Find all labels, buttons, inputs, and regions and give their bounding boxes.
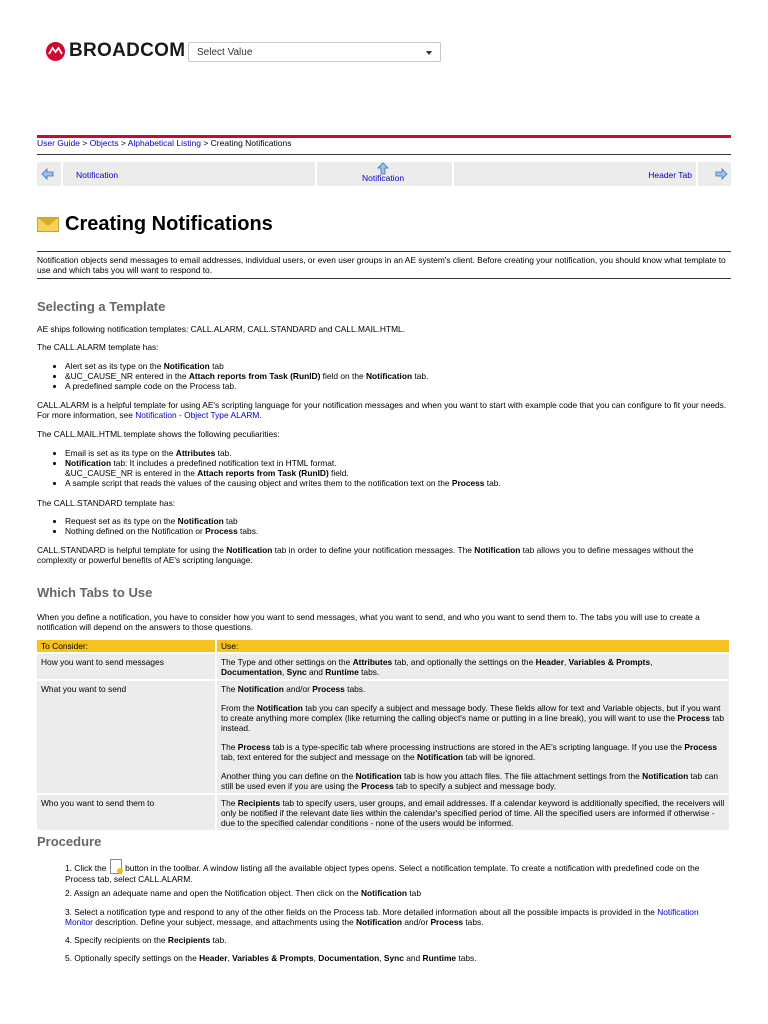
section-heading-procedure: Procedure [37,834,102,849]
column-header-consider: To Consider: [37,640,216,653]
next-cell [698,162,731,186]
procedure-step-1: 1. Click the button in the toolbar. A window listing all the available object types opens. Select a notification template. To create a notification with predefined code on the Process tab, select CALL.ALARM. [65,859,725,884]
logo-text: BROADCOM [69,40,186,61]
call-alarm-intro: The CALL.ALARM template has: [37,342,159,352]
table-header-row [37,640,730,653]
breadcrumb-user-guide[interactable]: User Guide [37,138,80,148]
new-object-icon[interactable] [110,859,122,874]
list-item: • Email is set as its type on the Attributes tab. [65,448,755,458]
envelope-icon [37,217,59,232]
column-header-use: Use: [216,640,730,653]
next-topic-link[interactable]: Header Tab [648,170,692,180]
version-select[interactable] [188,42,441,62]
intro-divider [37,278,731,279]
up-cell [317,162,452,186]
procedure-step-3: 3. Select a notification type and respond to any of the other fields on the Process tab. More detailed information about all the possible impacts is provided in the Notification Monitor description. Define your subject, message, and attachments using the Notification and/or Process tabs. [65,907,699,927]
breadcrumb-current: Creating Notifications [210,138,292,148]
title-divider [37,251,731,252]
call-alarm-description: CALL.ALARM is a helpful template for using AE's scripting language for your notification messages and when you want to start with example code that you can configure to fit your needs. For more information, see Notification - Object Type ALARM. [37,400,727,420]
list-item: • Nothing defined on the Notification or Process tabs. [65,526,755,536]
alarm-object-type-link[interactable]: Notification - Object Type ALARM [135,410,260,420]
list-item: • A predefined sample code on the Process tab. [65,381,755,391]
prev-topic-link[interactable]: Notification [76,170,119,180]
intro-text: Notification objects send messages to email addresses, individual users, or even user groups in an AE system's client. Before creating your notification, you should know what template to use and which tabs you will want to respond to. [37,255,726,275]
tabs-table [37,640,731,830]
list-item: • &UC_CAUSE_NR entered in the Attach reports from Task (RunID) field on the Notification tab. [65,371,755,381]
breadcrumb-objects[interactable]: Objects [89,138,119,148]
table-cell: How you want to send messages [37,653,216,680]
procedure-step-5: 5. Optionally specify settings on the Header, Variables & Prompts, Documentation, Sync and Runtime tabs. [65,953,477,963]
call-mail-list [37,448,755,488]
list-item: • Request set as its type on the Notification tab [65,516,755,526]
broadcom-logo-icon [46,42,65,61]
table-cell: Who you want to send them to [37,794,216,830]
notification-monitor-link[interactable]: Notification Monitor [65,907,699,927]
table-row [37,653,730,680]
chevron-down-icon [426,51,432,55]
list-item: • Notification tab: It includes a predefined notification text in HTML format. &UC_CAUSE_NR is entered in the Attach reports from Task (RunID) field. [65,458,755,478]
table-cell: The Recipients tab to specify users, user groups, and email addresses. If a calendar keyword is additionally specified, the receivers will only be notified if the relevant date lies within the calendar's specified period of time. All the specified users are informed if otherwise - due to the specified calendar conditions - none of the users would be informed. [216,794,730,830]
section-heading-template: Selecting a Template [37,299,166,314]
topic-nav-bar [37,162,731,186]
call-standard-intro: The CALL.STANDARD template has: [37,498,176,508]
prev-link-cell [63,162,315,186]
table-row [37,680,730,794]
procedure-step-4: 4. Specify recipients on the Recipients tab. [65,935,227,945]
call-standard-list [37,516,755,536]
select-value: Select Value [197,47,253,58]
list-item: • A sample script that reads the values of the causing object and writes them to the notification text on the Process tab. [65,478,755,488]
arrow-left-icon[interactable] [41,168,54,180]
table-cell: The Type and other settings on the Attributes tab, and optionally the settings on the Header, Variables & Prompts, Documentation, Sync and Runtime tabs. [216,653,730,680]
arrow-right-icon[interactable] [715,168,728,180]
next-link-cell [454,162,696,186]
table-cell: What you want to send [37,680,216,794]
call-alarm-list [37,361,755,391]
tabs-intro: When you define a notification, you have to consider how you want to send messages, what you want to send, and who you want to send them to. The tabs you will use to create a notification will depend on the answers to those questions. [37,612,700,632]
page-title: Creating Notifications [65,213,273,235]
table-cell: The Notification and/or Process tabs. From the Notification tab you can specify a subject and message body. These fields allow for text and Variable objects, but if you want to create anything more complex (like returning the calling object's name or putting in a line break), you will want to use the Process tab instead. The Process tab is a type-specific tab where processing instructions are stored in the AE's scripting language. If you use the Process tab, text entered for the subject and message on the Notification tab will be ignored. Another thing you can define on the Notification tab is how you attach files. The file attachment settings from the Notification tab can still be used even if you are using the Process tab to specify a subject and message body. [216,680,730,794]
up-topic-link[interactable]: Notification [362,173,405,183]
page-title-row [37,213,273,236]
call-mail-intro: The CALL.MAIL.HTML template shows the following peculiarities: [37,429,280,439]
procedure-step-2: 2. Assign an adequate name and open the Notification object. Then click on the Notification tab [65,888,422,898]
breadcrumb: User Guide > Objects > Alphabetical Listing > Creating Notifications [37,138,292,148]
table-row [37,794,730,830]
templates-paragraph: AE ships following notification templates: CALL.ALARM, CALL.STANDARD and CALL.MAIL.HTML. [37,324,406,334]
section-heading-tabs: Which Tabs to Use [37,585,153,600]
list-item: • Alert set as its type on the Notification tab [65,361,755,371]
nav-divider [37,154,731,155]
call-standard-description: CALL.STANDARD is helpful template for using the Notification tab in order to define your notification messages. The Notification tab allows you to define messages without the complexity or powerful benefits of AE's scripting language. [37,545,694,565]
broadcom-logo[interactable] [46,40,185,62]
breadcrumb-alphabetical-listing[interactable]: Alphabetical Listing [127,138,201,148]
prev-cell [37,162,61,186]
